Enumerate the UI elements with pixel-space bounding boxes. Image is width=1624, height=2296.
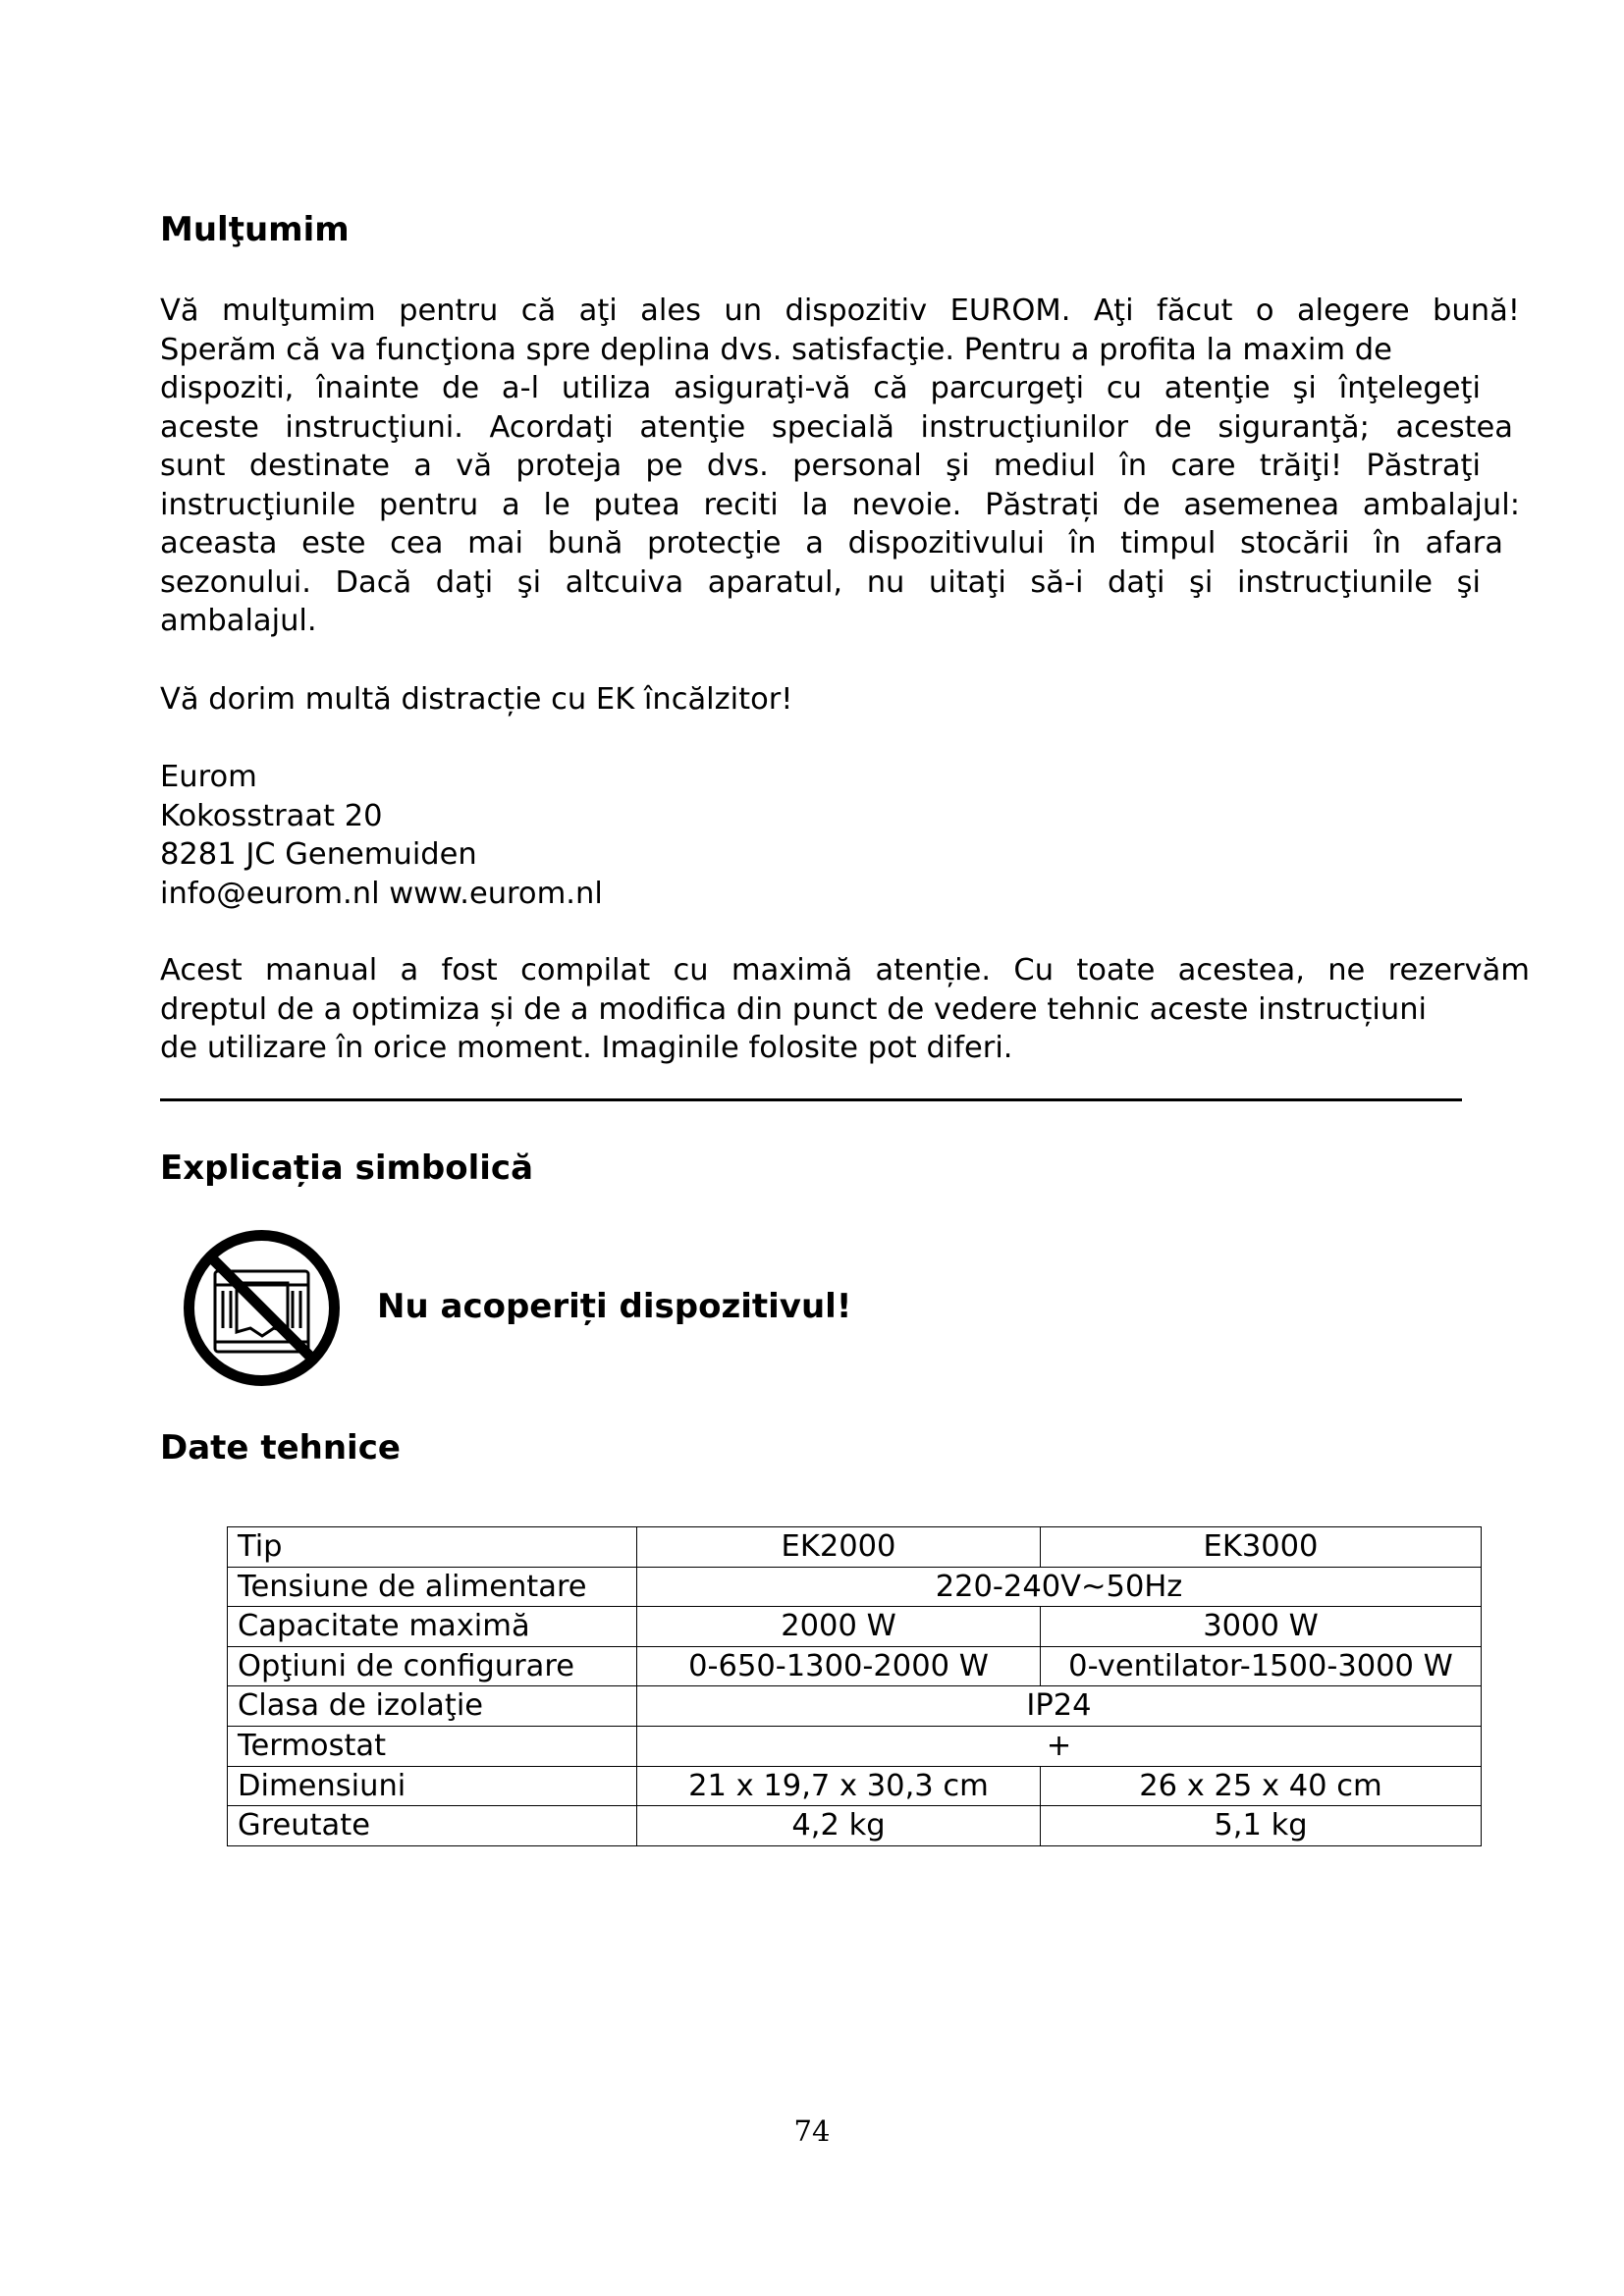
shared-value: IP24 (637, 1686, 1482, 1727)
table-row (228, 1646, 1482, 1686)
table-row (228, 1806, 1482, 1846)
ek3000-value: 0-ventilator-1500-3000 W (1041, 1646, 1482, 1686)
do-not-cover-icon (180, 1226, 344, 1390)
table-row (228, 1726, 1482, 1766)
section-title-symbols: Explicația simbolică (160, 1148, 534, 1188)
table-row (228, 1686, 1482, 1727)
ek2000-value: EK2000 (637, 1527, 1041, 1568)
wish-text: Vă dorim multă distracție cu EK încălzitor! (160, 682, 793, 717)
table-row (228, 1766, 1482, 1806)
ek3000-value: EK3000 (1041, 1527, 1482, 1568)
row-label: Termostat (228, 1726, 637, 1766)
symbol-label: Nu acoperiți dispozitivul! (377, 1287, 852, 1326)
row-label: Dimensiuni (228, 1766, 637, 1806)
ek3000-value: 5,1 kg (1041, 1806, 1482, 1846)
section-title-thanks: Mulţumim (160, 210, 350, 249)
ek2000-value: 2000 W (637, 1607, 1041, 1647)
ek2000-value: 21 x 19,7 x 30,3 cm (637, 1766, 1041, 1806)
paragraph-line: dispoziti, înainte de a-l utiliza asiguraţi-vă că parcurgeţi cu atenţie şi înţelegeţi (160, 371, 1481, 405)
table-row (228, 1607, 1482, 1647)
shared-value: + (637, 1726, 1482, 1766)
paragraph-line: sezonului. Dacă daţi şi altcuiva aparatul, nu uitaţi să-i daţi şi instrucţiunile şi (160, 564, 1481, 600)
section-divider (160, 1098, 1462, 1101)
paragraph-line: sunt destinate a vă proteja pe dvs. personal şi mediul în care trăiţi! Păstraţi (160, 449, 1481, 483)
thanks-paragraph (160, 292, 1520, 641)
paragraph-line: aceasta este cea mai bună protecţie a dispozitivului în timpul stocării în afara (160, 526, 1503, 561)
row-label: Tensiune de alimentare (228, 1567, 637, 1607)
row-label: Tip (228, 1527, 637, 1568)
disclaimer-line: Acest manual a fost compilat cu maximă atenție. Cu toate acestea, ne rezervăm (160, 953, 1530, 988)
ek3000-value: 3000 W (1041, 1607, 1482, 1647)
row-label: Opţiuni de configurare (228, 1646, 637, 1686)
postal-city: 8281 JC Genemuiden (160, 837, 477, 872)
contact-links: info@eurom.nl www.eurom.nl (160, 876, 603, 911)
disclaimer-line: dreptul de a optimiza și de a modifica din punct de vedere tehnic aceste instrucțiuni (160, 991, 1427, 1027)
company-name: Eurom (160, 760, 257, 794)
ek2000-value: 0-650-1300-2000 W (637, 1646, 1041, 1686)
technical-specs-table (227, 1526, 1482, 1846)
ek3000-value: 26 x 25 x 40 cm (1041, 1766, 1482, 1806)
shared-value: 220-240V~50Hz (637, 1567, 1482, 1607)
disclaimer-paragraph (160, 951, 1530, 1068)
row-label: Greutate (228, 1806, 637, 1846)
page-number: 74 (793, 2114, 831, 2148)
paragraph-line: Vă mulţumim pentru că aţi ales un dispozitiv EUROM. Aţi făcut o alegere bună! (160, 294, 1520, 328)
row-label: Clasa de izolaţie (228, 1686, 637, 1727)
ek2000-value: 4,2 kg (637, 1806, 1041, 1846)
section-title-specs: Date tehnice (160, 1428, 401, 1468)
paragraph-line: ambalajul. (160, 604, 317, 638)
disclaimer-line: de utilizare în orice moment. Imaginile folosite pot diferi. (160, 1031, 1013, 1065)
paragraph-line: instrucţiunile pentru a le putea reciti la nevoie. Păstrați de asemenea ambalajul: (160, 487, 1520, 522)
row-label: Capacitate maximă (228, 1607, 637, 1647)
paragraph-line: Sperăm că va funcţiona spre deplina dvs. satisfacţie. Pentru a profita la maxim de (160, 332, 1392, 367)
table-row (228, 1527, 1482, 1568)
paragraph-line: aceste instrucţiuni. Acordaţi atenţie specială instrucţiunilor de siguranţă; acestea (160, 409, 1513, 445)
street-address: Kokosstraat 20 (160, 798, 383, 833)
table-row (228, 1567, 1482, 1607)
address-block (160, 758, 1535, 913)
